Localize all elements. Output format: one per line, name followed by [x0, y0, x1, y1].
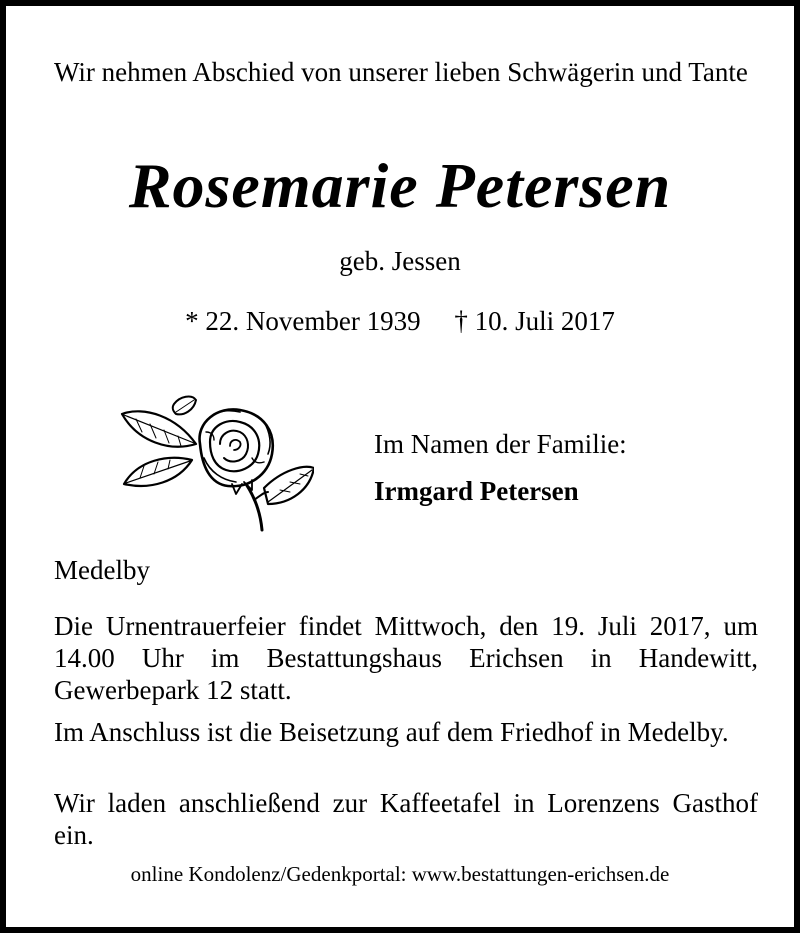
family-name: Irmgard Petersen [374, 476, 579, 506]
burial-paragraph: Im Anschluss ist die Beisetzung auf dem Friedhof in Medelby. [54, 717, 729, 747]
place-name: Medelby [54, 555, 150, 585]
birth-name: geb. Jessen [339, 246, 461, 276]
family-intro: Im Namen der Familie: [374, 429, 627, 459]
reception-paragraph: Wir laden anschließend zur Kaffeetafel in Lorenzens Gasthof ein. [54, 788, 758, 850]
deceased-name: Rosemarie Petersen [128, 150, 672, 221]
life-dates: * 22. November 1939 † 10. Juli 2017 [185, 306, 615, 336]
condolence-portal-line: online Kondolenz/Gedenkportal: www.bestattungen-erichsen.de [130, 862, 670, 886]
ceremony-paragraph: Die Urnentrauerfeier findet Mittwoch, den 19. Juli 2017, um 14.00 Uhr im Bestattungshaus Erichsen in Handewitt, Gewerbepark 12 statt. [54, 611, 758, 705]
intro-text: Wir nehmen Abschied von unserer lieben Schwägerin und Tante [54, 57, 748, 87]
rose-icon [114, 392, 314, 547]
